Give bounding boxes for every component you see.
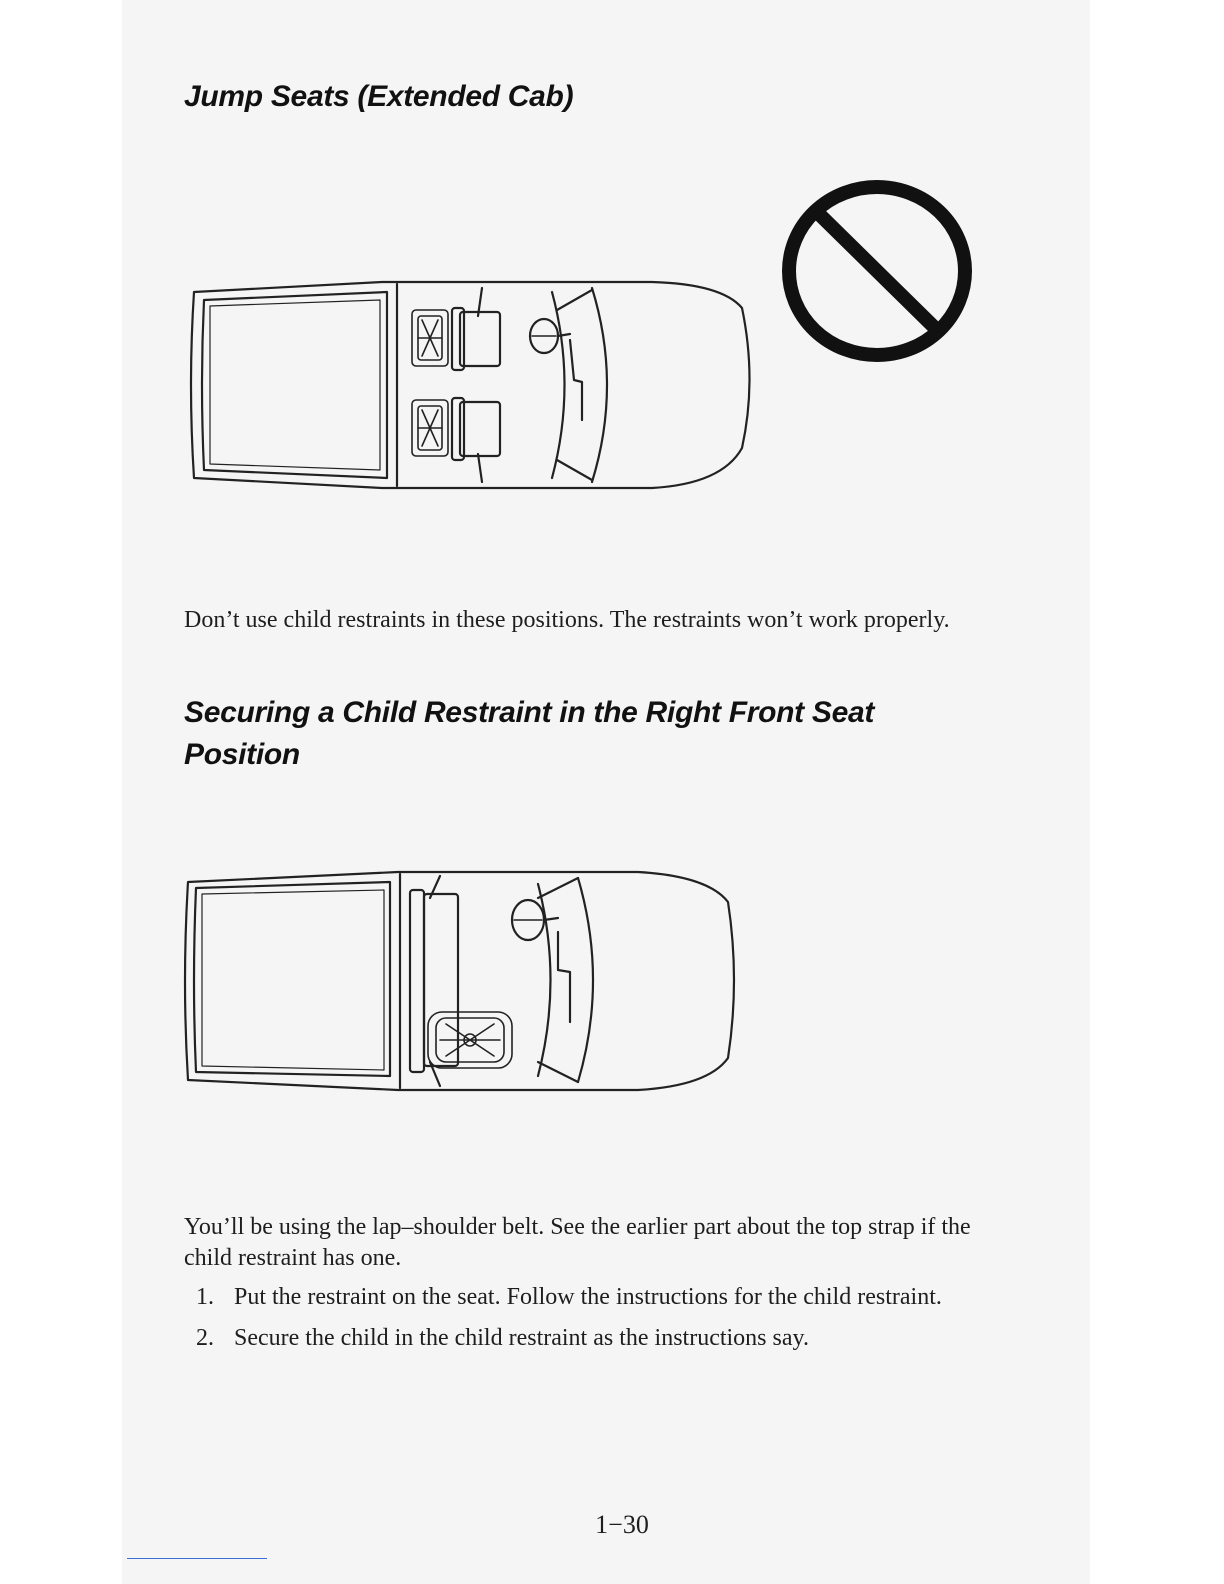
step-text: Secure the child in the child restraint as the instructions say. <box>234 1325 809 1351</box>
manual-page <box>122 0 1090 1584</box>
link-underline <box>127 1558 267 1559</box>
list-item <box>196 1282 956 1313</box>
steps-list <box>196 1282 956 1364</box>
step-number: 2. <box>196 1325 214 1351</box>
truck-right-front-seat-illustration <box>178 862 738 1100</box>
jump-seats-warning-text: Don’t use child restraints in these positions. The restraints won’t work properly. <box>184 607 950 633</box>
lap-shoulder-belt-text: You’ll be using the lap–shoulder belt. See the earlier part about the top strap if the child restraint has one. <box>184 1214 971 1271</box>
truck-jump-seats-illustration <box>182 270 762 500</box>
step-number: 1. <box>196 1284 214 1310</box>
right-front-heading-line2: Position <box>184 738 300 771</box>
jump-seats-heading: Jump Seats (Extended Cab) <box>184 80 574 113</box>
list-item <box>196 1323 956 1354</box>
page-number: 1−30 <box>595 1510 649 1539</box>
step-text: Put the restraint on the seat. Follow the instructions for the child restraint. <box>234 1284 942 1310</box>
right-front-heading-line1: Securing a Child Restraint in the Right Front Seat <box>184 696 875 729</box>
prohibition-icon <box>777 176 977 366</box>
